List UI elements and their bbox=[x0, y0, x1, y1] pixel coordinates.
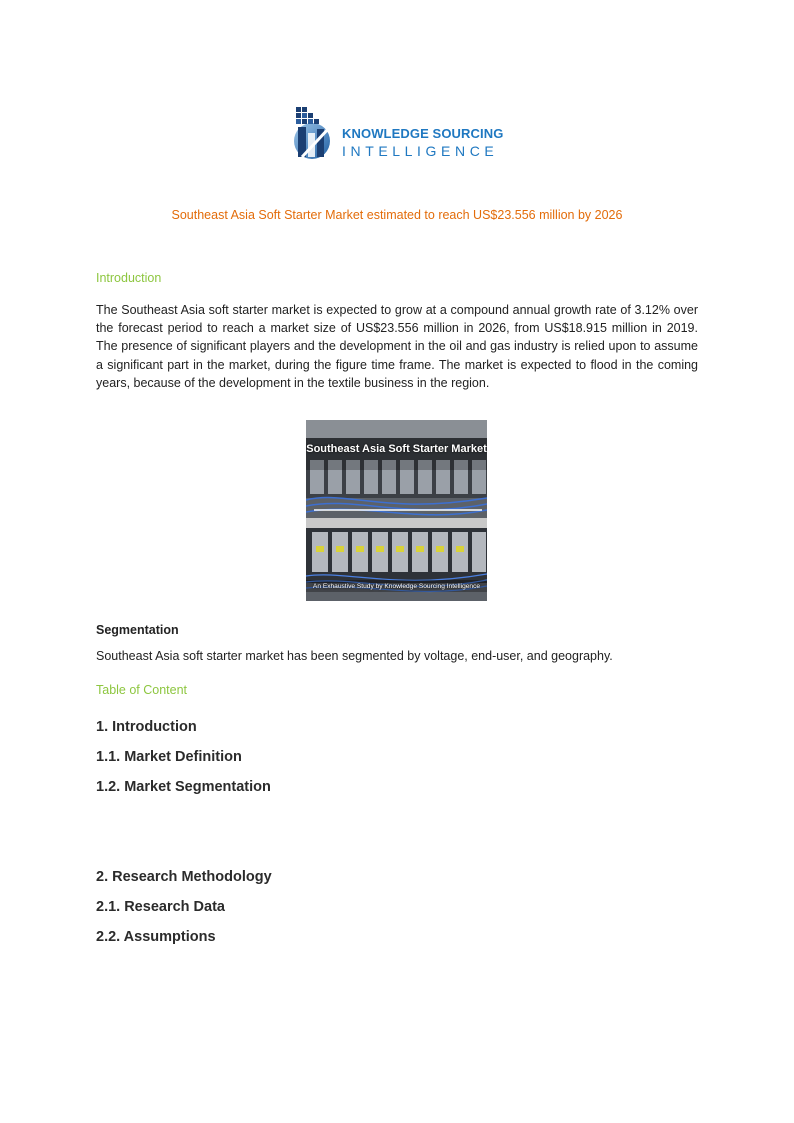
toc-item-introduction: 1. Introduction bbox=[96, 719, 197, 735]
toc-item-market-segmentation: 1.2. Market Segmentation bbox=[96, 779, 271, 795]
logo-text-line1: KNOWLEDGE SOURCING bbox=[342, 126, 504, 141]
company-logo bbox=[290, 105, 510, 167]
toc-heading: Table of Content bbox=[96, 683, 188, 697]
introduction-paragraph: The Southeast Asia soft starter market is expected to grow at a compound annual growth rate of 3.12% over the forecast period to reach a market size of US$23.556 million in 2026, from US$18.915 million in 2019. The presence of significant players and the development in the oil and gas industry is relied upon to assume a significant part in the market, during the figure time frame. The market is expected to flood in the coming years, because of the development in the textile business in the region. bbox=[96, 303, 698, 390]
segmentation-text: Southeast Asia soft starter market has been segmented by voltage, end-user, and geography. bbox=[96, 649, 613, 663]
logo-globe-icon bbox=[290, 105, 340, 167]
toc-item-assumptions: 2.2. Assumptions bbox=[96, 929, 216, 945]
toc-item-market-definition: 1.1. Market Definition bbox=[96, 749, 242, 765]
figure-title: Southeast Asia Soft Starter Market bbox=[306, 443, 487, 455]
logo-text-line2: INTELLIGENCE bbox=[342, 143, 499, 159]
market-cover-image bbox=[306, 420, 487, 601]
toc-item-research-data: 2.1. Research Data bbox=[96, 899, 225, 915]
report-title: Southeast Asia Soft Starter Market estimated to reach US$23.556 million by 2026 bbox=[171, 208, 623, 222]
figure-subtitle: An Exhaustive Study by Knowledge Sourcing Intelligence bbox=[312, 583, 481, 590]
toc-item-research-methodology: 2. Research Methodology bbox=[96, 869, 272, 885]
introduction-heading: Introduction bbox=[96, 271, 162, 285]
segmentation-heading: Segmentation bbox=[96, 623, 179, 637]
